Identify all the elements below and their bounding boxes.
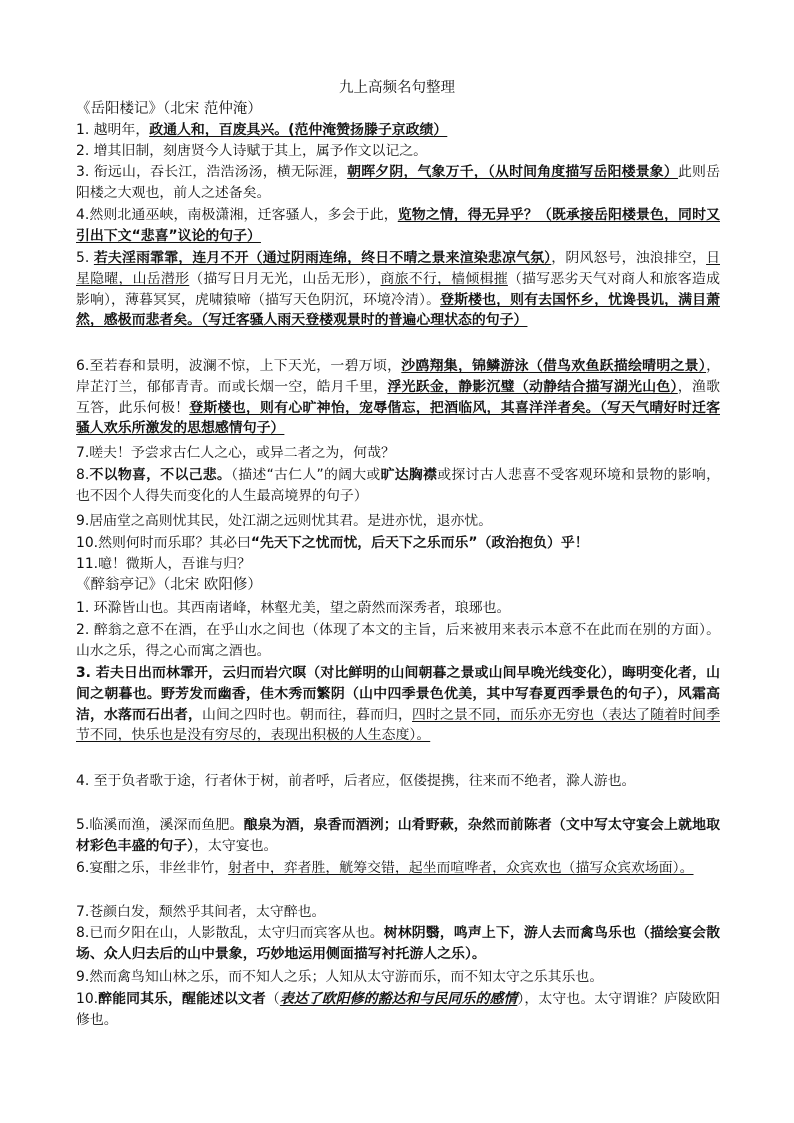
yueyang-item-10: 10.然则何时而乐耶？其必曰“先天下之忧而忧，后天下之乐而乐”（政治抱负）乎！ xyxy=(76,535,589,551)
yueyang-item-3: 3. 衔远山，吞长江，浩浩汤汤，横无际涯，朝晖夕阴，气象万千，（从时间角度描写岳阳楼景象）此则岳阳楼之大观也，前人之述备矣。 xyxy=(76,164,720,201)
page-title: 九上高频名句整理 xyxy=(339,80,455,96)
yueyang-item-5: 5. 若夫淫雨霏霏，连月不开（通过阴雨连绵，终日不晴之景来渲染悲凉气氛），阴风怒号，浊浪排空，日星隐曜，山岳潜形（描写日月无光，山岳无形），商旅不行，樯倾楫摧（描写恶劣天气对商人和旅客造成影响），薄暮冥冥，虎啸猿啼（描写天色阴沉，环境冷清）。登斯楼也，则有去国怀乡，忧谗畏讥，满目萧然，感极而悲者矣。（写迁客骚人雨天登楼观景时的普遍心理状态的句子） xyxy=(76,250,720,329)
yueyang-item-8: 8.不以物喜，不以己悲。（描述“古仁人”的阔大或旷达胸襟或探讨古人悲喜不受客观环境和景物的影响，也不因个人得失而变化的人生最高境界的句子） xyxy=(76,467,720,504)
zuiweng-item-3: 3. 若夫日出而林霏开，云归而岩穴暝（对比鲜明的山间朝暮之景或山间早晚光线变化），晦明变化者，山间之朝暮也。野芳发而幽香，佳木秀而繁阴（山中四季景色优美，其中写春夏西季景色的句子），风霜高洁，水落而石出者，山间之四时也。朝而往，暮而归，四时之景不同，而乐亦无穷也（表达了随着时间季节不同，快乐也是没有穷尽的，表现出积极的人生态度）。 xyxy=(76,665,720,744)
zuiweng-item-9: 9.然而禽鸟知山林之乐，而不知人之乐；人知从太守游而乐，而不知太守之乐其乐也。 xyxy=(76,969,604,985)
zuiweng-item-6: 6.宴酣之乐，非丝非竹，射者中，弈者胜，觥筹交错，起坐而喧哗者，众宾欢也（描写众宾欢场面）。 xyxy=(76,860,694,876)
yueyang-item-9: 9.居庙堂之高则忧其民，处江湖之远则忧其君。是进亦忧，退亦忧。 xyxy=(76,513,493,529)
zuiweng-item-4: 4. 至于负者歌于途，行者休于树，前者呼，后者应，伛偻提携，往来而不绝者，滁人游也。 xyxy=(76,773,636,789)
zuiweng-item-7: 7.苍颜白发，颓然乎其间者，太守醉也。 xyxy=(76,904,326,920)
yueyang-item-1: 1. 越明年，政通人和，百废具兴。(范仲淹赞扬滕子京政绩） xyxy=(76,122,448,138)
yueyang-item-6: 6.至若春和景明，波澜不惊，上下天光，一碧万顷，沙鸥翔集，锦鳞游泳（借鸟欢鱼跃描绘晴明之景），岸芷汀兰，郁郁青青。而或长烟一空，皓月千里，浮光跃金，静影沉璧（动静结合描写湖光山色），渔歌互答，此乐何极！登斯楼也，则有心旷神怡，宠辱偕忘，把酒临风，其喜洋洋者矣。（写天气晴好时迁客骚人欢乐所激发的思想感情句子） xyxy=(76,358,720,437)
yueyang-item-11: 11.噫！微斯人，吾谁与归？ xyxy=(76,556,251,572)
zuiweng-item-8: 8.已而夕阳在山，人影散乱，太守归而宾客从也。树林阴翳，鸣声上下，游人去而禽鸟乐也（描绘宴会散场、众人归去后的山中景象，巧妙地运用侧面描写衬托游人之乐）。 xyxy=(76,925,720,962)
section-heading-zuiwengting: 《醉翁亭记》（北宋 欧阳修） xyxy=(76,577,262,593)
section-heading-yueyanglou: 《岳阳楼记》（北宋 范仲淹） xyxy=(76,101,262,117)
yueyang-item-7: 7.嗟夫！予尝求古仁人之心，或异二者之为，何哉？ xyxy=(76,445,395,461)
zuiweng-item-5: 5.临溪而渔，溪深而鱼肥。酿泉为酒，泉香而酒洌；山肴野蔌，杂然而前陈者（文中写太守宴会上就地取材彩色丰盛的句子），太守宴也。 xyxy=(76,817,720,854)
zuiweng-item-1: 1. 环滁皆山也。其西南诸峰，林壑尤美，望之蔚然而深秀者，琅琊也。 xyxy=(76,600,511,616)
zuiweng-item-2: 2. 醉翁之意不在酒，在乎山水之间也（体现了本文的主旨，后来被用来表示本意不在此而在别的方面）。山水之乐，得之心而寓之酒也。 xyxy=(76,622,720,659)
zuiweng-item-10: 10.醉能同其乐，醒能述以文者（表达了欧阳修的豁达和与民同乐的感情），太守也。太守谓谁？庐陵欧阳修也。 xyxy=(76,991,720,1028)
yueyang-item-2: 2. 增其旧制，刻唐贤今人诗赋于其上，属予作文以记之。 xyxy=(76,143,428,159)
yueyang-item-4: 4.然则北通巫峡，南极潇湘，迁客骚人，多会于此，览物之情，得无异乎？（既承接岳阳楼景色，同时又引出下文“悲喜”议论的句子） xyxy=(76,207,720,244)
